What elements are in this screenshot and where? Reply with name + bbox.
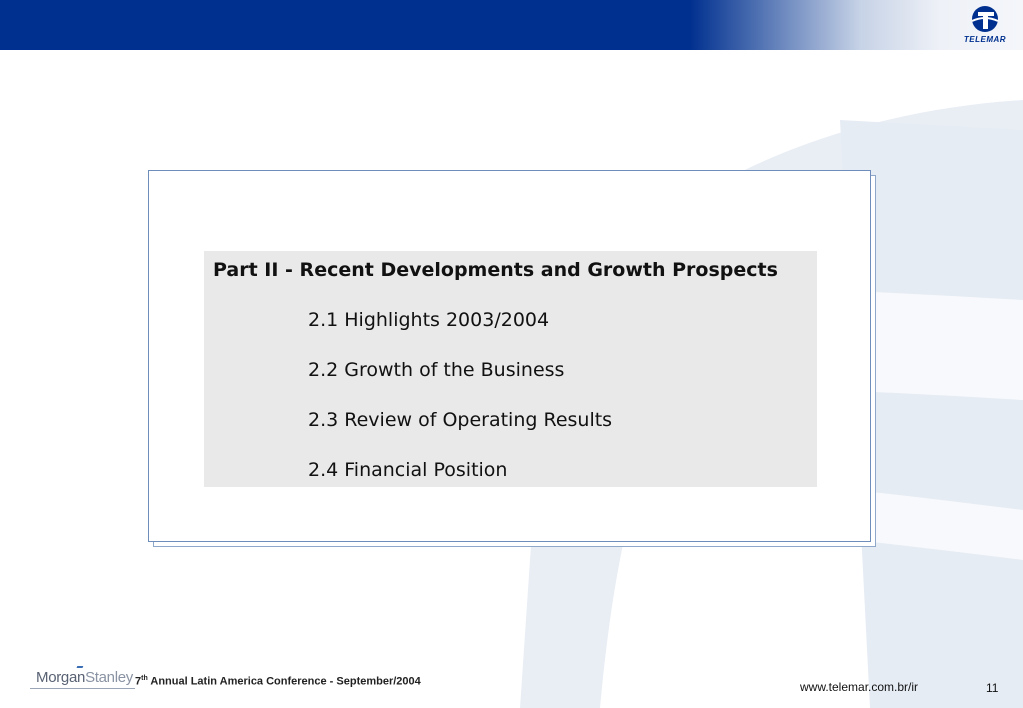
footer-divider: [30, 688, 135, 689]
agenda-item-growth: 2.2 Growth of the Business: [308, 359, 565, 381]
conference-title: 7th Annual Latin America Conference - September/2004: [135, 675, 421, 688]
agenda-item-highlights: 2.1 Highlights 2003/2004: [308, 309, 550, 331]
logo-wordmark: TELEMAR: [963, 35, 1007, 44]
agenda-box: [204, 251, 817, 487]
agenda-title: Part II - Recent Developments and Growth Prospects: [213, 259, 778, 281]
website-link[interactable]: www.telemar.com.br/ir: [800, 680, 919, 694]
morgan-stanley-logo: MorganStanley: [36, 669, 133, 686]
page-number: 11: [986, 681, 999, 695]
agenda-item-financial-position: 2.4 Financial Position: [308, 459, 508, 481]
agenda-item-operating-results: 2.3 Review of Operating Results: [308, 409, 613, 431]
